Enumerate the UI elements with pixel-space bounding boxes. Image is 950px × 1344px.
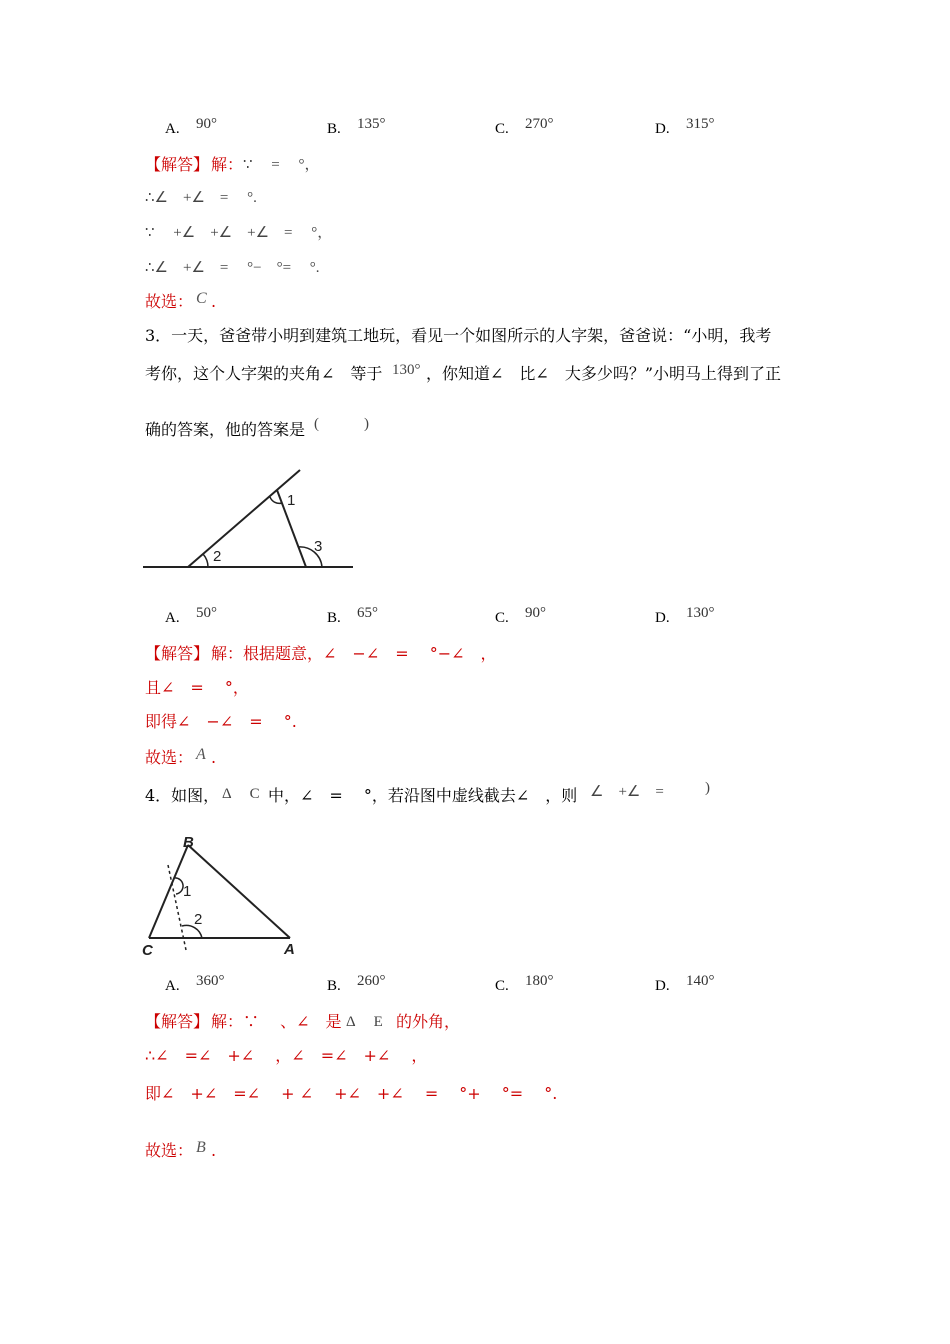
q4-option-d-letter: D. [655, 978, 670, 994]
q4-option-c-value: 180° [525, 973, 554, 989]
q4-text-b: 中，∠ = °，若沿图中虚线截去∠ ，则 [268, 786, 578, 805]
q4-solution-line1-a: 解：∵ 、∠ 是 [211, 1012, 342, 1031]
q3-answer: A [196, 746, 206, 763]
q4-option-b-value: 260° [357, 973, 386, 989]
q3-text-line1: 3．一天，爸爸带小明到建筑工地玩，看见一个如图所示的人字架，爸爸说：“小明，我考 [145, 326, 772, 345]
q4-side-ba [188, 845, 290, 938]
q2-option-a-value: 90° [196, 116, 217, 132]
q2-answer: C [196, 290, 207, 307]
q3-angle2-arc [203, 554, 208, 567]
q3-text-line2-b: ，你知道∠ 比∠ 大多少吗？”小明马上得到了正 [426, 364, 781, 383]
q2-solution-lead: 解： [211, 155, 244, 174]
q4-option-a-value: 360° [196, 973, 225, 989]
q2-solution-tag: 【解答】 [145, 155, 210, 174]
q3-answer-suffix: . [211, 748, 217, 767]
q4-vertex-b: B [183, 834, 194, 851]
q4-option-b-letter: B. [327, 978, 341, 994]
q4-label-2: 2 [194, 911, 203, 928]
q3-solution-tag: 【解答】 [145, 644, 210, 663]
q2-answer-suffix: . [211, 292, 217, 311]
q3-text-line3: 确的答案，他的答案是 [145, 420, 306, 439]
q2-option-b-value: 135° [357, 116, 386, 132]
q4-text-paren: ) [705, 780, 710, 796]
q4-label-1: 1 [183, 883, 192, 900]
q2-option-c-value: 270° [525, 116, 554, 132]
q3-label-1: 1 [287, 492, 296, 509]
q3-option-d-letter: D. [655, 610, 670, 626]
q2-option-d-letter: D. [655, 121, 670, 137]
q3-slant-line [188, 470, 300, 567]
q3-answer-paren: ( ) [314, 416, 369, 432]
q3-label-2: 2 [213, 548, 222, 565]
q3-solution-line2: 且∠ = °， [145, 678, 249, 697]
q2-option-c-letter: C. [495, 121, 509, 137]
q4-text-triangle: Δ C [222, 786, 260, 802]
q2-answer-prefix: 故选： [145, 292, 194, 311]
q4-vertex-c: C [142, 942, 153, 959]
q3-angle-value: 130° [392, 362, 421, 378]
q4-angle1-arc [174, 878, 183, 894]
q3-solution-line1: 解：根据题意，∠ −∠ = °−∠ ， [211, 644, 497, 663]
q2-option-a-letter: A. [165, 121, 180, 137]
q3-figure [140, 465, 360, 575]
q4-solution-line3: 即∠ +∠ =∠ + ∠ +∠ +∠ = °+ °= °. [145, 1084, 558, 1103]
q4-solution-triangle: Δ E [346, 1014, 383, 1030]
q3-solution-line3: 即得∠ −∠ = °. [145, 712, 297, 731]
q2-solution-line4: ∴∠ +∠ = °− °= °. [145, 260, 320, 276]
q2-solution-line1: ∵ = °， [243, 157, 320, 173]
q4-solution-line1-b: 的外角， [396, 1012, 461, 1031]
q4-solution-tag: 【解答】 [145, 1012, 210, 1031]
q3-answer-prefix: 故选： [145, 748, 194, 767]
q3-option-c-letter: C. [495, 610, 509, 626]
q3-text-line2-a: 考你，这个人字架的夹角∠ 等于 [145, 364, 383, 383]
q3-label-3: 3 [314, 538, 323, 555]
q4-figure [138, 830, 308, 960]
q4-answer-suffix: . [211, 1141, 217, 1160]
q3-option-b-value: 65° [357, 605, 378, 621]
q3-option-c-value: 90° [525, 605, 546, 621]
q2-solution-line3: ∵ +∠ +∠ +∠ = °， [145, 225, 333, 241]
q2-option-b-letter: B. [327, 121, 341, 137]
q4-solution-line2: ∴∠ =∠ +∠ ，∠ =∠ +∠ ， [145, 1046, 428, 1065]
q3-option-d-value: 130° [686, 605, 715, 621]
q2-solution-line2: ∴∠ +∠ = °. [145, 190, 257, 206]
q4-answer-prefix: 故选： [145, 1141, 194, 1160]
q2-option-d-value: 315° [686, 116, 715, 132]
q3-option-b-letter: B. [327, 610, 341, 626]
q3-option-a-value: 50° [196, 605, 217, 621]
q3-option-a-letter: A. [165, 610, 180, 626]
q4-option-a-letter: A. [165, 978, 180, 994]
q4-vertex-a: A [284, 941, 295, 958]
q4-text-a: 4．如图， [145, 786, 220, 805]
q4-option-c-letter: C. [495, 978, 509, 994]
q4-text-expression: ∠ +∠ = [590, 784, 664, 800]
q4-option-d-value: 140° [686, 973, 715, 989]
q4-answer: B [196, 1139, 206, 1156]
